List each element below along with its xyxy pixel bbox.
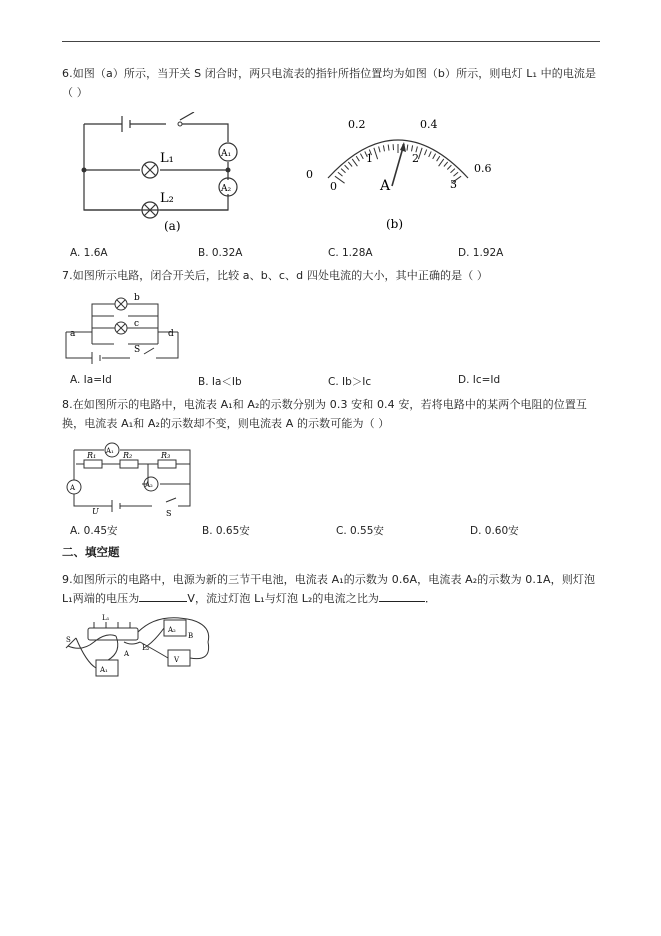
q9-ammeter-a2: A₂ xyxy=(168,626,176,634)
q7-option-d[interactable]: D. Ic=Id xyxy=(458,374,501,386)
circuit-figure-q7 xyxy=(62,292,187,364)
q8-ammeter-a: A xyxy=(70,484,76,492)
q7-option-b[interactable]: B. Ia＜Ib xyxy=(198,376,242,388)
q7-option-c[interactable]: C. Ib＞Ic xyxy=(328,376,372,388)
q8-switch-s: S xyxy=(166,509,172,516)
dial-tick xyxy=(444,162,448,167)
q6-option-a[interactable]: A. 1.6A xyxy=(70,247,108,259)
q8-resistor-r2: R₂ xyxy=(123,451,133,460)
q7-switch-label: S xyxy=(134,345,141,355)
question-8-options xyxy=(70,523,600,539)
q7-point-c: c xyxy=(134,319,140,329)
section-2-heading: 二、填空题 xyxy=(62,545,120,559)
q8-resistor-r1: R₁ xyxy=(87,451,97,460)
q9-voltmeter-v: V xyxy=(174,656,180,664)
q6-option-d[interactable]: D. 1.92A xyxy=(458,247,504,259)
dial-bottom-1: 1 xyxy=(366,152,373,165)
q8-ammeter-a2: A₂ xyxy=(145,481,153,489)
q9-switch-s: S xyxy=(66,636,71,644)
q9-ammeter-a1: A₁ xyxy=(100,666,108,674)
q8-option-c[interactable]: C. 0.55安 xyxy=(336,525,384,537)
question-9-text xyxy=(62,570,602,608)
ammeter-dial-figure-b xyxy=(300,112,500,237)
dial-tick xyxy=(447,165,451,169)
dial-bottom-2: 2 xyxy=(412,152,419,165)
dial-tick xyxy=(429,151,432,157)
figure-b-caption: (b) xyxy=(386,217,404,231)
question-7-text: 7.如图所示电路，闭合开关后，比较 a、b、c、d 四处电流的大小，其中正确的是（ ） xyxy=(62,269,489,282)
q8-option-a[interactable]: A. 0.45安 xyxy=(70,525,118,537)
q9-lamp-l1: L₁ xyxy=(102,614,110,622)
lamp-l2-label: L₂ xyxy=(160,191,174,206)
dial-tick xyxy=(356,156,359,161)
dial-top-04: 0.4 xyxy=(420,118,438,131)
q9-text-part3: ． xyxy=(425,592,437,605)
circuit-figure-q9 xyxy=(62,612,222,684)
question-6-text: 6.如图（a）所示，当开关 S 闭合时，两只电流表的指针所指位置均为如图（b）所示，则电灯 L₁ 中的电流是（ ） xyxy=(62,67,597,99)
q7-point-b: b xyxy=(134,293,140,303)
q9-blank-voltage[interactable] xyxy=(139,589,187,602)
dial-tick xyxy=(433,154,436,159)
ammeter-a2-label: A₂ xyxy=(221,184,232,194)
ammeter-a1-label: A₁ xyxy=(221,149,232,159)
dial-tick xyxy=(407,145,408,151)
q8-ammeter-a1: A₁ xyxy=(106,447,114,455)
q6-option-c[interactable]: C. 1.28A xyxy=(328,247,373,259)
dial-tick xyxy=(412,145,413,151)
question-8-text: 8.在如图所示的电路中，电流表 A₁和 A₂的示数分别为 0.3 安和 0.4 安，若将电路中的某两个电阻的位置互换，电流表 A₁和 A₂的示数却不变，则电流表 A 的示数可能为（ ） xyxy=(62,398,588,430)
q7-point-d: d xyxy=(168,329,174,339)
dial-tick xyxy=(437,156,440,161)
header-rule xyxy=(62,41,600,42)
q9-lamp-l2: L₂ xyxy=(142,644,150,652)
dial-tick xyxy=(374,148,378,159)
q9-point-a: A xyxy=(124,650,130,658)
dial-top-0: 0 xyxy=(306,168,313,181)
dial-tick xyxy=(338,172,343,176)
q8-resistor-r3: R₃ xyxy=(161,451,171,460)
q8-option-d[interactable]: D. 0.60安 xyxy=(470,525,519,537)
dial-tick xyxy=(439,159,444,166)
dial-tick xyxy=(383,145,384,151)
question-7-options xyxy=(70,374,600,390)
dial-top-06: 0.6 xyxy=(474,162,492,175)
q7-point-a: a xyxy=(70,329,76,339)
q7-option-a[interactable]: A. Ia=Id xyxy=(70,374,112,386)
figure-a-caption: (a) xyxy=(164,219,181,233)
dial-bottom-0: 0 xyxy=(330,180,337,193)
question-6-options xyxy=(70,247,600,263)
dial-top-02: 0.2 xyxy=(348,118,366,131)
dial-tick xyxy=(360,154,363,159)
dial-tick xyxy=(341,169,345,173)
dial-unit: A xyxy=(380,178,391,194)
circuit-figure-q8 xyxy=(62,442,197,516)
q8-voltage-u: U xyxy=(92,507,99,516)
q9-point-b: B xyxy=(188,632,194,640)
q9-text-part2: V，流过灯泡 L₁与灯泡 L₂的电流之比为 xyxy=(187,592,380,605)
lamp-l1-label: L₁ xyxy=(160,151,174,166)
dial-tick xyxy=(345,165,349,169)
dial-tick xyxy=(454,172,459,176)
dial-bottom-3: 3 xyxy=(450,178,457,191)
dial-tick xyxy=(348,162,352,167)
q9-text-part1: 9.如图所示的电路中，电源为新的三节干电池，电流表 A₁的示数为 0.6A，电流表 A₂的示数为 0.1A，则灯泡 L₁两端的电压为 xyxy=(62,573,596,605)
dial-tick xyxy=(388,145,389,151)
q8-option-b[interactable]: B. 0.65安 xyxy=(202,525,250,537)
dial-tick xyxy=(425,150,427,156)
dial-tick xyxy=(451,169,455,173)
dial-tick xyxy=(352,159,357,166)
circuit-figure-a xyxy=(78,112,248,237)
dial-tick xyxy=(379,147,381,153)
q9-blank-ratio[interactable] xyxy=(379,589,425,602)
q6-option-b[interactable]: B. 0.32A xyxy=(198,247,243,259)
